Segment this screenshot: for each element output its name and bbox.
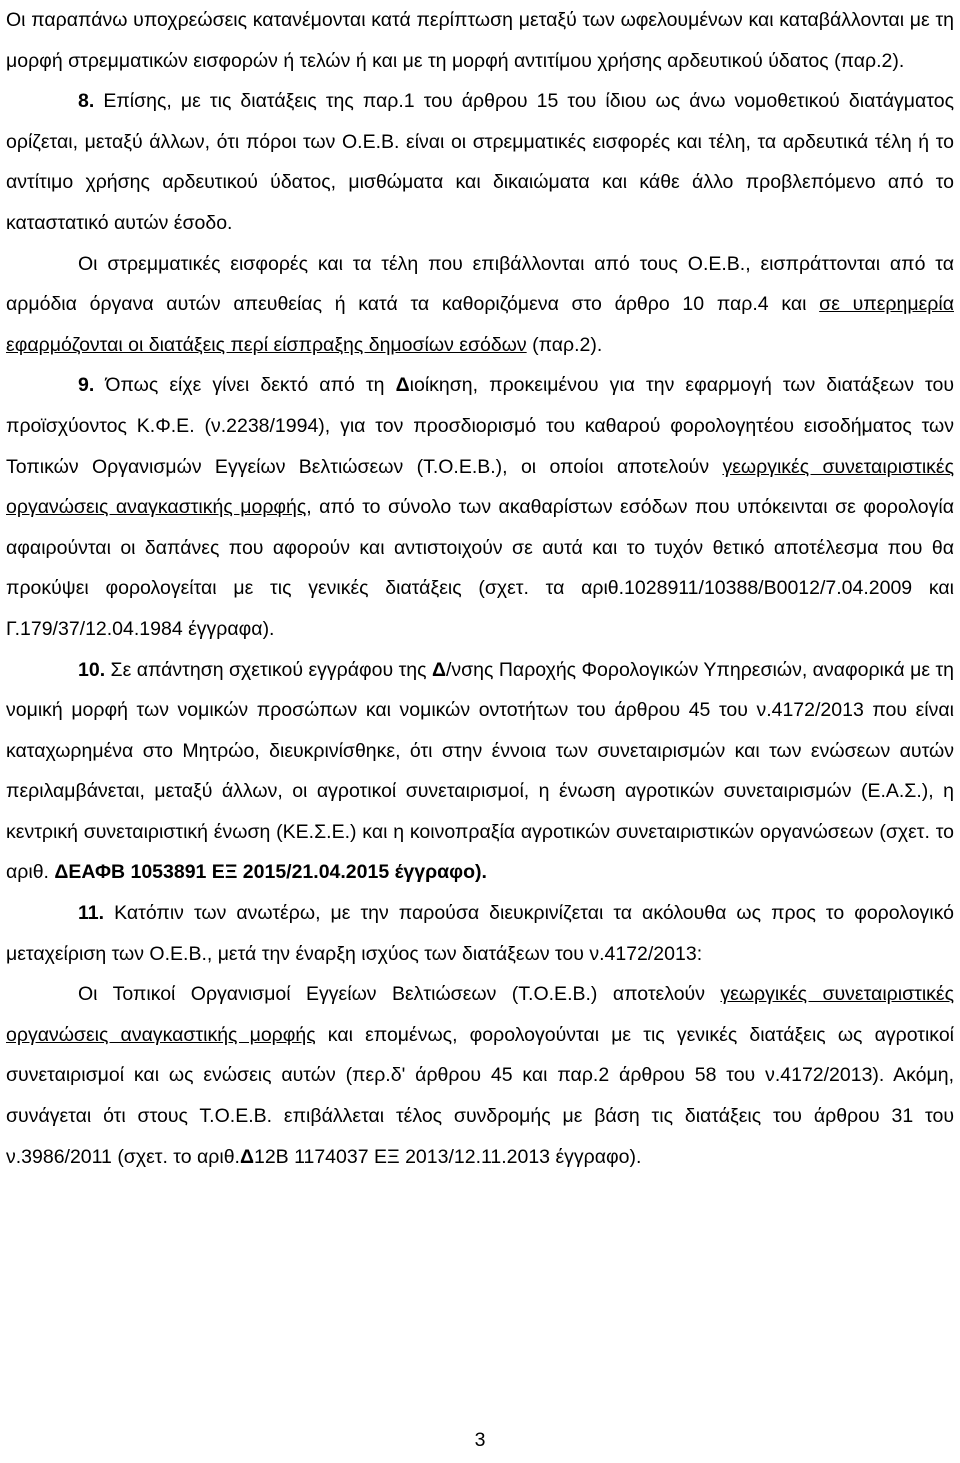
paragraph-text-middle: /νσης Παροχής Φορολογικών Υπηρεσιών, αναφορικά με τη νομική μορφή των νομικών προσώπων και νομικών οντοτήτων του άρθρου 45 του ν.4172/2013 που είναι καταχωρημένα στο Μητρώο, διευκρινίσθηκε, ότι στην έννοια των συνεταιρισμών και των ενώσεων αυτών περιλαμβάνεται, μεταξύ άλλων, οι αγροτικοί συνεταιρισμοί, η ένωση αγροτικών συνεταιρισμών (Ε.Α.Σ.), η κεντρική συνεταιριστική ένωση (ΚΕ.Σ.Ε.) και η κοινοπραξία αγροτικών συνεταιριστικών οργανώσεων (σχετ. το αριθ. [6,658,954,884]
paragraph-text-middle: ιοίκηση, προκειμένου για την εφαρμογή των διατάξεων του προϊσχύοντος Κ.Φ.Ε. (ν.2238/1994), για τον προσδιορισμό του καθαρού φορολογητέου εισοδήματος των Τοπικών Οργανισμών Εγγείων Βελτιώσεων (Τ.Ο.Ε.Β.), οι οποίοι αποτελούν [6,374,954,478]
paragraph-text: Όπως είχε γίνει δεκτό από τη [94,374,396,397]
paragraph-number: 8. [78,90,95,113]
paragraph-text-end: , από το σύνολο των ακαθαρίστων εσόδων που υπόκεινται σε φορολογία αφαιρούνται οι δαπάνες που αφορούν και αντιστοιχούν σε αυτά και το τυχόν θετικό αποτέλεσμα που θα προκύψει φορολογείται με τις γενικές διατάξεις (σχετ. τα αριθ.1028911/10388/Β0012/7.04.2009 και Γ.179/37/12.04.1984 έγγραφα). [6,496,954,640]
paragraph-number: 9. [78,374,95,397]
bold-letter: Δ [431,658,446,681]
paragraph-toeb [6,974,954,1177]
paragraph-number: 11. [78,902,105,925]
bold-letter: Δ [239,1145,254,1168]
bold-letter: Δ [395,374,410,397]
paragraph-text: Οι παραπάνω υποχρεώσεις κατανέμονται κατά περίπτωση μεταξύ των ωφελουμένων και καταβάλλονται με τη μορφή στρεμματικών εισφορών ή τελών ή και με τη μορφή αντιτίμου χρήσης αρδευτικού ύδατος (παρ.2). [6,9,954,72]
paragraph-text: Οι στρεμματικές εισφορές και τα τέλη που επιβάλλονται από τους Ο.Ε.Β., εισπράττονται από τα αρμόδια όργανα αυτών απευθείας ή κατά τα καθοριζόμενα στο άρθρο 10 παρ.4 και [6,252,954,316]
paragraph-9 [6,365,954,649]
paragraph-10 [6,650,954,894]
paragraph-text: Σε απάντηση σχετικού εγγράφου της [105,658,432,681]
paragraph-1 [6,0,954,81]
bold-reference: ΔΕΑΦΒ 1053891 ΕΞ 2015/21.04.2015 έγγραφο). [54,861,487,884]
paragraph-text-middle: και επομένως, φορολογούνται με τις γενικές διατάξεις ως αγροτικοί συνεταιρισμοί και ως ενώσεις αυτών (περ.δ' άρθρου 45 και παρ.2 άρθρου 58 του ν.4172/2013). Ακόμη, συνάγεται ότι στους Τ.Ο.Ε.Β. επιβάλλεται τέλος συνδρομής με βάση τις διατάξεις του άρθρου 31 του ν.3986/2011 (σχετ. το αριθ. [6,1023,954,1168]
paragraph-levies [6,244,954,366]
document-page [6,0,954,1177]
paragraph-11 [6,893,954,974]
paragraph-text: Οι Τοπικοί Οργανισμοί Εγγείων Βελτιώσεων (Τ.Ο.Ε.Β.) αποτελούν [78,983,721,1006]
paragraph-text-end: 12Β 1174037 ΕΞ 2013/12.11.2013 έγγραφο). [253,1145,642,1168]
underlined-text: σε υπερημερία εφαρμόζονται οι διατάξεις περί είσπραξης δημοσίων εσόδων [6,293,954,356]
paragraph-8 [6,81,954,243]
paragraph-text-end: (παρ.2). [526,333,603,356]
page-number: 3 [474,1429,486,1451]
paragraph-text: Κατόπιν των ανωτέρω, με την παρούσα διευκρινίζεται τα ακόλουθα ως προς το φορολογικό μεταχείριση των Ο.Ε.Β., μετά την έναρξη ισχύος των διατάξεων του ν.4172/2013: [6,902,954,965]
paragraph-number: 10. [78,658,106,681]
underlined-text: γεωργικές συνεταιριστικές οργανώσεις αναγκαστικής μορφής [6,455,954,519]
paragraph-text: Επίσης, με τις διατάξεις της παρ.1 του άρθρου 15 του ίδιου ως άνω νομοθετικού διατάγματος ορίζεται, μεταξύ άλλων, ότι πόροι των Ο.Ε.Β. είναι οι στρεμματικές εισφορές και τέλη, τα αρδευτικά τέλη ή το αντίτιμο χρήσης αρδευτικού ύδατος, μισθώματα και δικαιώματα και κάθε άλλο προβλεπόμενο από το καταστατικό αυτών έσοδο. [6,90,954,234]
underlined-text: γεωργικές συνεταιριστικές οργανώσεις αναγκαστικής μορφής [6,983,954,1046]
